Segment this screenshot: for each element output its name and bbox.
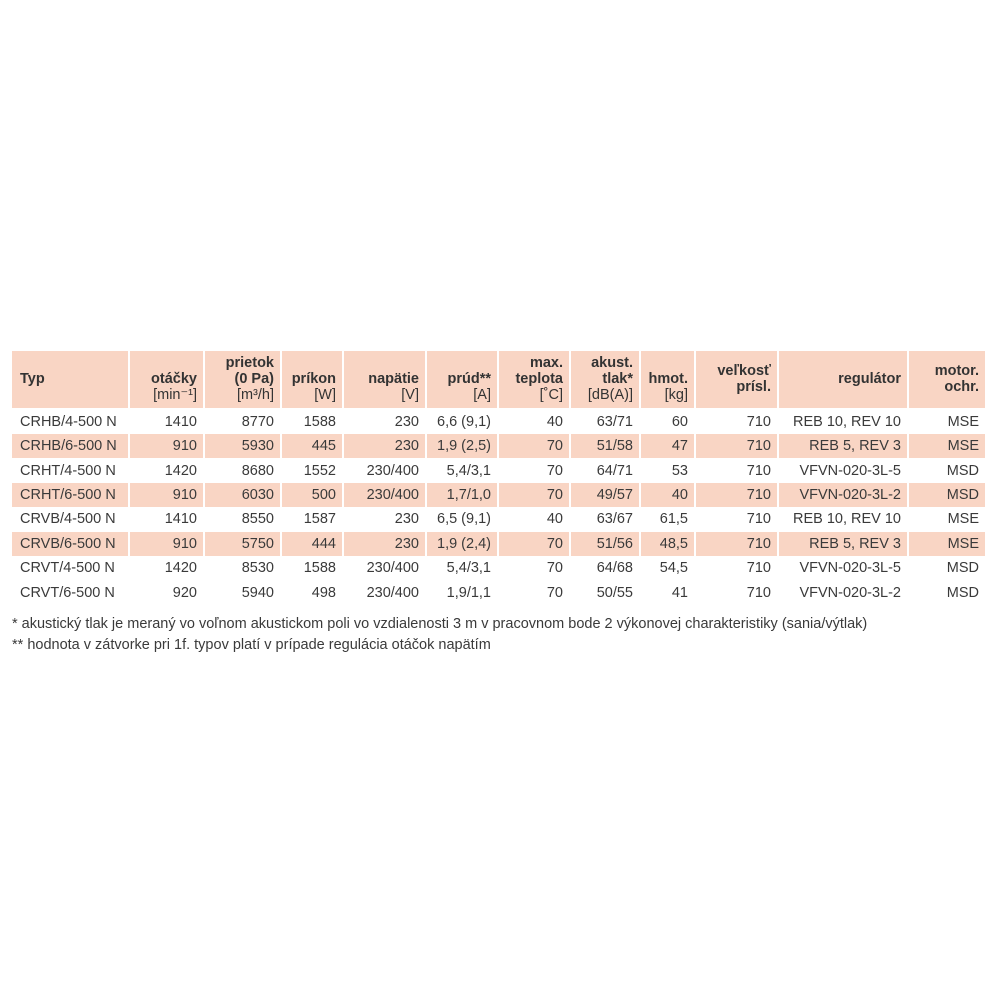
cell-max-teplota: 40 <box>499 408 571 434</box>
cell-prikon: 444 <box>282 532 344 556</box>
cell-typ: CRVT/6-500 N <box>12 580 130 604</box>
cell-hmot: 53 <box>641 458 696 482</box>
cell-hmot: 61,5 <box>641 507 696 531</box>
table-body <box>12 408 985 605</box>
table-row <box>12 507 985 531</box>
cell-regulator: REB 5, REV 3 <box>779 434 909 458</box>
cell-max-teplota: 70 <box>499 580 571 604</box>
table-row <box>12 580 985 604</box>
cell-prikon: 498 <box>282 580 344 604</box>
cell-napatie: 230 <box>344 532 427 556</box>
footnotes <box>12 614 987 656</box>
table-row <box>12 434 985 458</box>
cell-max-teplota: 70 <box>499 458 571 482</box>
header-prikon: príkon [W] <box>282 351 344 408</box>
cell-otacky: 1410 <box>130 507 205 531</box>
cell-motor-ochr: MSD <box>946 462 979 479</box>
cell-napatie: 230 <box>344 434 427 458</box>
header-regulator: regulátor <box>779 351 909 408</box>
cell-otacky: 1410 <box>130 408 205 434</box>
cell-akust-tlak: 51/56 <box>571 532 641 556</box>
header-prietok: prietok (0 Pa) [m³/h] <box>205 351 282 408</box>
header-max-teplota: max. teplota [˚C] <box>499 351 571 408</box>
cell-prietok: 5940 <box>205 580 282 604</box>
cell-regulator: REB 10, REV 10 <box>779 507 909 531</box>
cell-prud: 6,5 (9,1) <box>427 507 499 531</box>
table-header-row <box>12 351 985 408</box>
cell-max-teplota: 70 <box>499 556 571 580</box>
fan-spec-table <box>12 351 985 605</box>
cell-motor-ochr: MSE <box>909 434 985 458</box>
cell-typ: CRHB/4-500 N <box>12 408 130 434</box>
cell-motor-ochr: MSE <box>909 532 985 556</box>
cell-akust-tlak: 63/67 <box>571 507 641 531</box>
cell-typ: CRHT/6-500 N <box>12 483 130 507</box>
cell-prietok: 8770 <box>205 408 282 434</box>
header-velkost-prisl: veľkosť prísl. <box>696 351 779 408</box>
cell-hmot: 41 <box>641 580 696 604</box>
cell-hmot: 48,5 <box>641 532 696 556</box>
table-row <box>12 532 985 556</box>
cell-velkost-prisl: 710 <box>696 408 779 434</box>
cell-napatie: 230 <box>344 507 427 531</box>
cell-typ: CRVT/4-500 N <box>12 556 130 580</box>
cell-akust-tlak: 49/57 <box>571 483 641 507</box>
cell-akust-tlak: 50/55 <box>571 580 641 604</box>
cell-max-teplota: 70 <box>499 483 571 507</box>
cell-velkost-prisl: 710 <box>696 532 779 556</box>
cell-velkost-prisl: 710 <box>696 483 779 507</box>
cell-akust-tlak: 63/71 <box>571 408 641 434</box>
cell-prietok: 5930 <box>205 434 282 458</box>
cell-prud: 1,9 (2,5) <box>427 434 499 458</box>
cell-typ: CRHB/6-500 N <box>12 434 130 458</box>
cell-prikon: 1552 <box>282 458 344 482</box>
cell-napatie: 230/400 <box>344 556 427 580</box>
cell-prikon: 1587 <box>282 507 344 531</box>
cell-max-teplota: 70 <box>499 434 571 458</box>
cell-velkost-prisl: 710 <box>696 458 779 482</box>
cell-otacky: 1420 <box>130 556 205 580</box>
cell-prikon: 1588 <box>282 408 344 434</box>
cell-otacky: 910 <box>130 434 205 458</box>
cell-prietok: 5750 <box>205 532 282 556</box>
cell-regulator: VFVN-020-3L-5 <box>779 556 909 580</box>
cell-prietok: 8680 <box>205 458 282 482</box>
cell-akust-tlak: 64/68 <box>571 556 641 580</box>
footnote-acoustic-pressure: * akustický tlak je meraný vo voľnom akustickom poli vo vzdialenosti 3 m v pracovnom bode 2 výkonovej charakteristiky (sania/výtlak) <box>12 616 868 632</box>
header-napatie: napätie [V] <box>344 351 427 408</box>
cell-regulator: REB 10, REV 10 <box>779 408 909 434</box>
cell-typ: CRVB/4-500 N <box>12 507 130 531</box>
cell-otacky: 910 <box>130 532 205 556</box>
cell-prud: 1,9 (2,4) <box>427 532 499 556</box>
cell-prikon: 1588 <box>282 556 344 580</box>
cell-prud: 5,4/3,1 <box>427 458 499 482</box>
cell-typ: CRHT/4-500 N <box>12 458 130 482</box>
cell-akust-tlak: 64/71 <box>571 458 641 482</box>
footnote-current-note: ** hodnota v zátvorke pri 1f. typov platí v prípade regulácia otáčok napätím <box>12 637 491 653</box>
cell-prietok: 6030 <box>205 483 282 507</box>
cell-prikon: 500 <box>282 483 344 507</box>
cell-regulator: VFVN-020-3L-2 <box>779 580 909 604</box>
cell-hmot: 40 <box>641 483 696 507</box>
cell-max-teplota: 70 <box>499 532 571 556</box>
header-akust-tlak: akust. tlak* [dB(A)] <box>571 351 641 408</box>
cell-prud: 1,9/1,1 <box>427 580 499 604</box>
cell-hmot: 47 <box>641 434 696 458</box>
cell-regulator: REB 5, REV 3 <box>779 532 909 556</box>
cell-napatie: 230 <box>344 408 427 434</box>
cell-napatie: 230/400 <box>344 483 427 507</box>
header-typ: Typ <box>12 351 130 408</box>
cell-motor-ochr: MSD <box>946 584 979 601</box>
cell-prud: 5,4/3,1 <box>427 556 499 580</box>
cell-hmot: 54,5 <box>641 556 696 580</box>
table-row <box>12 408 985 434</box>
cell-otacky: 920 <box>130 580 205 604</box>
cell-prietok: 8530 <box>205 556 282 580</box>
cell-hmot: 60 <box>641 408 696 434</box>
cell-motor-ochr: MSE <box>909 408 985 434</box>
cell-motor-ochr: MSD <box>909 483 985 507</box>
table-row <box>12 556 985 580</box>
cell-typ: CRVB/6-500 N <box>12 532 130 556</box>
header-hmot: hmot. [kg] <box>641 351 696 408</box>
cell-otacky: 1420 <box>130 458 205 482</box>
cell-prietok: 8550 <box>205 507 282 531</box>
cell-max-teplota: 40 <box>499 507 571 531</box>
cell-otacky: 910 <box>130 483 205 507</box>
cell-motor-ochr: MSD <box>946 560 979 577</box>
table-row <box>12 458 985 482</box>
cell-napatie: 230/400 <box>344 458 427 482</box>
cell-napatie: 230/400 <box>344 580 427 604</box>
cell-prud: 6,6 (9,1) <box>427 408 499 434</box>
cell-velkost-prisl: 710 <box>696 434 779 458</box>
cell-regulator: VFVN-020-3L-2 <box>779 483 909 507</box>
cell-regulator: VFVN-020-3L-5 <box>779 458 909 482</box>
cell-velkost-prisl: 710 <box>696 556 779 580</box>
cell-motor-ochr: MSE <box>947 511 979 528</box>
cell-prikon: 445 <box>282 434 344 458</box>
header-prud: prúd** [A] <box>427 351 499 408</box>
header-motor-ochr: motor. ochr. <box>909 351 985 408</box>
cell-prud: 1,7/1,0 <box>427 483 499 507</box>
cell-akust-tlak: 51/58 <box>571 434 641 458</box>
cell-velkost-prisl: 710 <box>696 507 779 531</box>
table-row <box>12 483 985 507</box>
cell-velkost-prisl: 710 <box>696 580 779 604</box>
header-otacky: otáčky [min⁻¹] <box>130 351 205 408</box>
